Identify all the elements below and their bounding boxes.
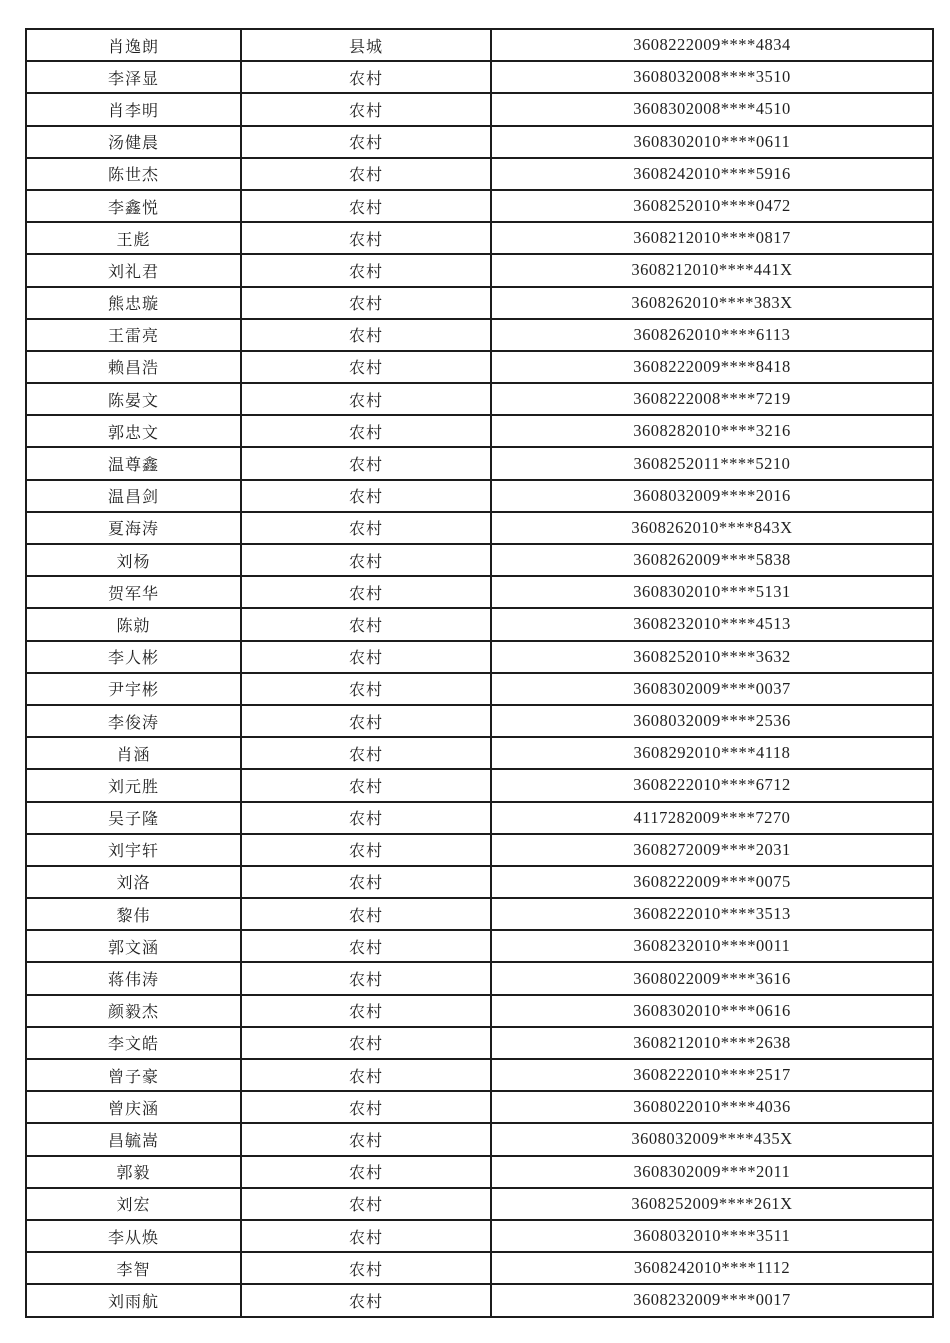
roster-table [25,28,934,1318]
area-cell: 农村 [241,641,491,673]
area-cell: 农村 [241,834,491,866]
table-row [26,190,933,222]
table-row [26,834,933,866]
id-cell: 3608262010****383X [491,287,933,319]
table-row [26,737,933,769]
table-row [26,319,933,351]
id-cell: 3608212010****2638 [491,1027,933,1059]
id-cell: 3608022010****4036 [491,1091,933,1123]
name-cell: 王雷亮 [26,319,241,351]
area-cell: 农村 [241,866,491,898]
id-cell: 3608302008****4510 [491,93,933,125]
name-cell: 贺军华 [26,576,241,608]
name-cell: 黎伟 [26,898,241,930]
table-row [26,93,933,125]
area-cell: 农村 [241,1284,491,1316]
table-row [26,1220,933,1252]
table-row [26,61,933,93]
id-cell: 3608242010****1112 [491,1252,933,1284]
id-cell: 3608302009****2011 [491,1156,933,1188]
name-cell: 刘宇轩 [26,834,241,866]
area-cell: 农村 [241,190,491,222]
area-cell: 县城 [241,29,491,61]
area-cell: 农村 [241,287,491,319]
name-cell: 李文皓 [26,1027,241,1059]
table-row [26,1123,933,1155]
area-cell: 农村 [241,61,491,93]
table-row [26,1252,933,1284]
area-cell: 农村 [241,158,491,190]
name-cell: 陈世杰 [26,158,241,190]
id-cell: 3608232010****0011 [491,930,933,962]
area-cell: 农村 [241,995,491,1027]
table-row [26,802,933,834]
id-cell: 3608222008****7219 [491,383,933,415]
name-cell: 李从焕 [26,1220,241,1252]
area-cell: 农村 [241,254,491,286]
area-cell: 农村 [241,608,491,640]
id-cell: 3608292010****4118 [491,737,933,769]
area-cell: 农村 [241,673,491,705]
table-row [26,383,933,415]
name-cell: 刘洛 [26,866,241,898]
table-row [26,769,933,801]
id-cell: 3608302010****0611 [491,126,933,158]
name-cell: 赖昌浩 [26,351,241,383]
id-cell: 3608222010****3513 [491,898,933,930]
name-cell: 昌毓嵩 [26,1123,241,1155]
area-cell: 农村 [241,962,491,994]
table-row [26,898,933,930]
area-cell: 农村 [241,480,491,512]
area-cell: 农村 [241,222,491,254]
id-cell: 3608252011****5210 [491,447,933,479]
id-cell: 3608302009****0037 [491,673,933,705]
name-cell: 夏海涛 [26,512,241,544]
name-cell: 王彪 [26,222,241,254]
id-cell: 3608282010****3216 [491,415,933,447]
area-cell: 农村 [241,93,491,125]
id-cell: 3608302010****0616 [491,995,933,1027]
id-cell: 3608212010****441X [491,254,933,286]
table-row [26,995,933,1027]
name-cell: 陈勍 [26,608,241,640]
id-cell: 3608032009****435X [491,1123,933,1155]
id-cell: 3608222010****2517 [491,1059,933,1091]
area-cell: 农村 [241,351,491,383]
name-cell: 蒋伟涛 [26,962,241,994]
name-cell: 肖逸朗 [26,29,241,61]
area-cell: 农村 [241,415,491,447]
id-cell: 3608252010****3632 [491,641,933,673]
table-row [26,158,933,190]
name-cell: 刘雨航 [26,1284,241,1316]
id-cell: 3608252010****0472 [491,190,933,222]
id-cell: 3608242010****5916 [491,158,933,190]
name-cell: 郭毅 [26,1156,241,1188]
id-cell: 3608032010****3511 [491,1220,933,1252]
name-cell: 颜毅杰 [26,995,241,1027]
name-cell: 温尊鑫 [26,447,241,479]
table-row [26,1091,933,1123]
id-cell: 3608272009****2031 [491,834,933,866]
name-cell: 郭忠文 [26,415,241,447]
name-cell: 刘礼君 [26,254,241,286]
table-row [26,126,933,158]
table-row [26,1188,933,1220]
table-row [26,1284,933,1316]
area-cell: 农村 [241,576,491,608]
name-cell: 刘宏 [26,1188,241,1220]
id-cell: 3608262010****843X [491,512,933,544]
area-cell: 农村 [241,802,491,834]
name-cell: 李泽显 [26,61,241,93]
id-cell: 3608032009****2536 [491,705,933,737]
id-cell: 3608232009****0017 [491,1284,933,1316]
name-cell: 李鑫悦 [26,190,241,222]
id-cell: 3608262010****6113 [491,319,933,351]
table-row [26,673,933,705]
area-cell: 农村 [241,1188,491,1220]
name-cell: 尹宇彬 [26,673,241,705]
table-row [26,1027,933,1059]
id-cell: 3608032009****2016 [491,480,933,512]
table-row [26,641,933,673]
name-cell: 李智 [26,1252,241,1284]
id-cell: 3608252009****261X [491,1188,933,1220]
table-row [26,254,933,286]
name-cell: 肖涵 [26,737,241,769]
name-cell: 温昌剑 [26,480,241,512]
area-cell: 农村 [241,319,491,351]
table-row [26,512,933,544]
name-cell: 熊忠璇 [26,287,241,319]
table-row [26,1156,933,1188]
name-cell: 曾庆涵 [26,1091,241,1123]
area-cell: 农村 [241,1220,491,1252]
id-cell: 3608302010****5131 [491,576,933,608]
name-cell: 刘杨 [26,544,241,576]
roster-table-body [26,29,933,1317]
area-cell: 农村 [241,1156,491,1188]
id-cell: 3608262009****5838 [491,544,933,576]
area-cell: 农村 [241,1091,491,1123]
table-row [26,447,933,479]
name-cell: 曾子豪 [26,1059,241,1091]
area-cell: 农村 [241,737,491,769]
id-cell: 3608212010****0817 [491,222,933,254]
id-cell: 4117282009****7270 [491,802,933,834]
table-row [26,705,933,737]
table-row [26,866,933,898]
id-cell: 3608222010****6712 [491,769,933,801]
id-cell: 3608222009****8418 [491,351,933,383]
area-cell: 农村 [241,898,491,930]
name-cell: 肖李明 [26,93,241,125]
table-row [26,287,933,319]
table-row [26,1059,933,1091]
table-row [26,962,933,994]
name-cell: 李俊涛 [26,705,241,737]
id-cell: 3608022009****3616 [491,962,933,994]
area-cell: 农村 [241,769,491,801]
id-cell: 3608222009****4834 [491,29,933,61]
area-cell: 农村 [241,1252,491,1284]
name-cell: 吴子隆 [26,802,241,834]
table-row [26,930,933,962]
name-cell: 刘元胜 [26,769,241,801]
name-cell: 汤健晨 [26,126,241,158]
name-cell: 李人彬 [26,641,241,673]
area-cell: 农村 [241,383,491,415]
name-cell: 陈晏文 [26,383,241,415]
id-cell: 3608222009****0075 [491,866,933,898]
area-cell: 农村 [241,1059,491,1091]
table-row [26,608,933,640]
area-cell: 农村 [241,1123,491,1155]
area-cell: 农村 [241,705,491,737]
area-cell: 农村 [241,512,491,544]
id-cell: 3608232010****4513 [491,608,933,640]
table-row [26,29,933,61]
table-row [26,576,933,608]
id-cell: 3608032008****3510 [491,61,933,93]
area-cell: 农村 [241,544,491,576]
area-cell: 农村 [241,126,491,158]
area-cell: 农村 [241,930,491,962]
area-cell: 农村 [241,1027,491,1059]
table-row [26,480,933,512]
table-row [26,415,933,447]
table-row [26,222,933,254]
table-row [26,544,933,576]
name-cell: 郭文涵 [26,930,241,962]
area-cell: 农村 [241,447,491,479]
table-row [26,351,933,383]
